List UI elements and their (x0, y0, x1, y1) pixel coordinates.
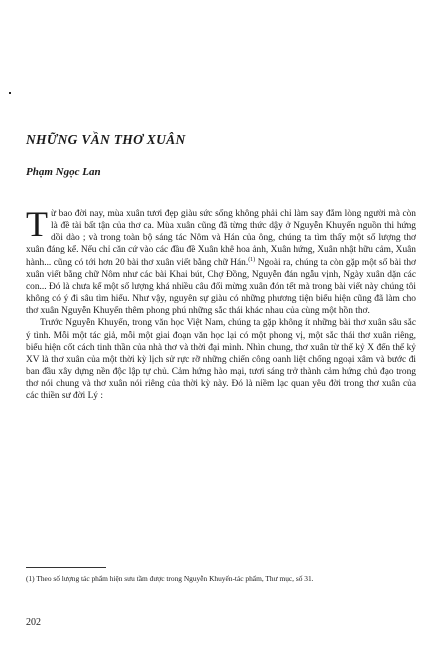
author-name: Phạm Ngọc Lan (26, 166, 101, 178)
chapter-title: NHỮNG VẦN THƠ XUÂN (26, 132, 186, 147)
footnote-reference: (1) (248, 256, 256, 263)
scan-speck (9, 92, 11, 94)
page-number: 202 (26, 617, 41, 628)
article-body (26, 204, 417, 403)
paragraph-2: Trước Nguyễn Khuyến, trong văn học Việt Nam, chúng ta gặp không ít những bài thơ xuân sâu sắc ý tình. Mỗi một tác giả, mỗi một giai đoạn văn học lại có một phong vị, một sắc thái thơ xuân riêng, biểu hiện cốt cách tinh thần của nhà thơ và thời đại mình. Nhìn chung, thơ xuân từ thế kỷ X đến thế kỷ XV là thơ xuân của một thời kỳ lịch sử rực rỡ những chiến công oanh liệt chống ngoại xâm và bước đi ban đầu xây dựng nền độc lập tự chủ. Cảm hứng hào mại, tươi sáng trở thành cảm hứng chủ đạo trong thơ nói chung và thơ xuân nói riêng của thời kỳ này. Đó là niềm lạc quan yêu đời trong thơ xuân của các thiền sư đời Lý : (26, 318, 416, 402)
paragraph-1 (26, 204, 417, 317)
footnote: (1) Theo số lượng tác phẩm hiện sưu tầm được trong Nguyễn Khuyến-tác phẩm, Thư mục, số 31. (26, 574, 314, 583)
paragraph-1-continuation: Ngoài ra, chúng ta còn gặp một số bài thơ xuân viết bằng chữ Nôm như các bài Khai bút, Chợ Đồng, Nguyễn đán ngẫu vịnh, Ngày xuân dặn các con... Đó là chưa kể một số lượng khá nhiều câu đối mừng xuân đón tết mà trong bài viết này chúng tôi không có ý đi sâu tìm hiểu. Như vậy, nguyên sự giàu có những phương tiện biểu hiện cũng đã làm cho thơ xuân Nguyễn Khuyến thêm phong phú những sắc thái khác nhau của cùng một hồn thơ. (26, 257, 417, 317)
footnote-divider (26, 567, 106, 568)
paragraph-1-text: Từ bao đời nay, mùa xuân tươi đẹp giàu sức sống không phải chỉ làm say đắm lòng người mà còn là đề tài bất tận của thơ ca. Mùa xuân cũng đã từng thức dậy ở Nguyễn Khuyến nguồn thi hứng dồi dào ; và trong toàn bộ sáng tác Nôm và Hán của ông, chúng ta tìm thấy một số lượng thơ xuân đáng kể. Nếu chỉ căn cứ vào các đầu đề Xuân khê hoa ảnh, Xuân hứng, Xuân nhật hữu cảm, Xuân hành... cũng có tới hơn 20 bài thơ xuân viết bằng chữ Hán. (26, 204, 416, 268)
